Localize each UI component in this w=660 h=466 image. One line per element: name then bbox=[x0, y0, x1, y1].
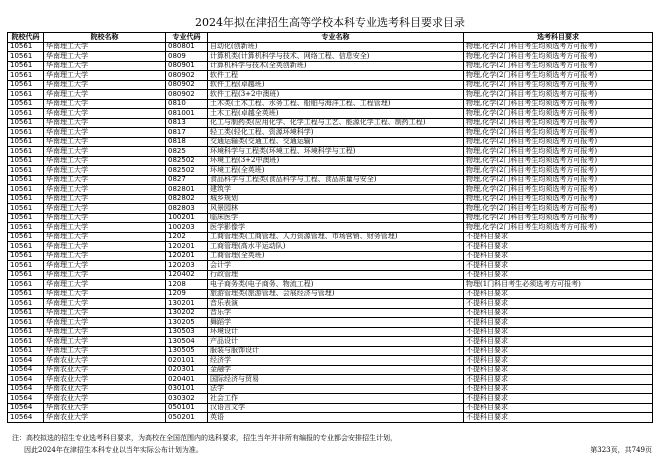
subject-requirement-cell: 物理,化学(2门科目考生均须选考方可报考) bbox=[464, 99, 653, 109]
table-row bbox=[8, 194, 653, 204]
school-name-cell: 华南理工大学 bbox=[44, 299, 166, 309]
school-code-cell: 10561 bbox=[8, 261, 44, 271]
major-code-cell: 082502 bbox=[166, 166, 208, 176]
school-name-cell: 华南农业大学 bbox=[44, 356, 166, 366]
subject-requirement-cell: 不提科目要求 bbox=[464, 327, 653, 337]
school-name-cell: 华南理工大学 bbox=[44, 261, 166, 271]
subject-requirement-cell: 物理,化学(2门科目考生均须选考方可报考) bbox=[464, 213, 653, 223]
table-row bbox=[8, 99, 653, 109]
table-row bbox=[8, 147, 653, 157]
table-row bbox=[8, 204, 653, 214]
school-code-cell: 10561 bbox=[8, 308, 44, 318]
school-code-cell: 10561 bbox=[8, 327, 44, 337]
major-name-cell: 服装与服饰设计 bbox=[208, 346, 464, 356]
major-code-cell: 0818 bbox=[166, 137, 208, 147]
major-name-cell: 环境设计 bbox=[208, 327, 464, 337]
subject-requirement-cell: 物理,化学(2门科目考生均须选考方可报考) bbox=[464, 175, 653, 185]
major-code-cell: 080801 bbox=[166, 42, 208, 52]
school-name-cell: 华南农业大学 bbox=[44, 384, 166, 394]
school-code-cell: 10561 bbox=[8, 337, 44, 347]
major-name-cell: 软件工程 bbox=[208, 71, 464, 81]
school-name-cell: 华南理工大学 bbox=[44, 185, 166, 195]
major-code-cell: 082502 bbox=[166, 156, 208, 166]
school-code-cell: 10561 bbox=[8, 232, 44, 242]
major-code-cell: 120203 bbox=[166, 261, 208, 271]
table-row bbox=[8, 175, 653, 185]
school-name-cell: 华南农业大学 bbox=[44, 394, 166, 404]
school-name-cell: 华南理工大学 bbox=[44, 280, 166, 290]
school-code-cell: 10561 bbox=[8, 128, 44, 138]
subject-requirement-cell: 物理,化学(2门科目考生均须选考方可报考) bbox=[464, 109, 653, 119]
subject-requirement-cell: 物理,化学(2门科目考生均须选考方可报考) bbox=[464, 185, 653, 195]
major-code-cell: 0827 bbox=[166, 175, 208, 185]
school-code-cell: 10561 bbox=[8, 223, 44, 233]
major-name-cell: 经济学 bbox=[208, 356, 464, 366]
school-code-cell: 10561 bbox=[8, 270, 44, 280]
school-code-cell: 10561 bbox=[8, 346, 44, 356]
school-name-cell: 华南理工大学 bbox=[44, 118, 166, 128]
subject-requirement-cell: 物理,化学(2门科目考生均须选考方可报考) bbox=[464, 128, 653, 138]
school-name-cell: 华南理工大学 bbox=[44, 337, 166, 347]
major-name-cell: 会计学 bbox=[208, 261, 464, 271]
major-code-cell: 080902 bbox=[166, 71, 208, 81]
school-name-cell: 华南理工大学 bbox=[44, 175, 166, 185]
table-row bbox=[8, 223, 653, 233]
major-name-cell: 旅游管理类(旅游管理、会展经济与管理) bbox=[208, 289, 464, 299]
subject-requirement-cell: 不提科目要求 bbox=[464, 308, 653, 318]
table-row bbox=[8, 137, 653, 147]
school-code-cell: 10561 bbox=[8, 90, 44, 100]
major-name-cell: 食品科学与工程类(食品科学与工程、食品质量与安全) bbox=[208, 175, 464, 185]
school-name-cell: 华南农业大学 bbox=[44, 403, 166, 413]
table-row bbox=[8, 318, 653, 328]
major-name-cell: 风景园林 bbox=[208, 204, 464, 214]
subject-requirement-cell: 不提科目要求 bbox=[464, 365, 653, 375]
subject-requirement-cell: 物理,化学(2门科目考生均须选考方可报考) bbox=[464, 52, 653, 62]
major-code-cell: 030101 bbox=[166, 384, 208, 394]
table-row bbox=[8, 109, 653, 119]
major-name-cell: 城乡规划 bbox=[208, 194, 464, 204]
school-code-cell: 10561 bbox=[8, 80, 44, 90]
major-code-cell: 0810 bbox=[166, 99, 208, 109]
table-row bbox=[8, 251, 653, 261]
school-name-cell: 华南理工大学 bbox=[44, 251, 166, 261]
school-code-cell: 10561 bbox=[8, 242, 44, 252]
subject-requirement-cell: 不提科目要求 bbox=[464, 337, 653, 347]
school-code-cell: 10561 bbox=[8, 166, 44, 176]
major-name-cell: 环境科学与工程类(环境工程、环境科学与工程) bbox=[208, 147, 464, 157]
table-header-row bbox=[8, 33, 653, 43]
school-code-cell: 10564 bbox=[8, 403, 44, 413]
school-name-cell: 华南理工大学 bbox=[44, 109, 166, 119]
table-row bbox=[8, 280, 653, 290]
major-name-cell: 计算机科学与技术(全英创新班) bbox=[208, 61, 464, 71]
table-body bbox=[8, 42, 653, 422]
table-row bbox=[8, 232, 653, 242]
school-name-cell: 华南理工大学 bbox=[44, 346, 166, 356]
table-row bbox=[8, 289, 653, 299]
major-name-cell: 土木工程(卓越全英班) bbox=[208, 109, 464, 119]
school-name-cell: 华南理工大学 bbox=[44, 270, 166, 280]
subject-requirement-cell: 不提科目要求 bbox=[464, 289, 653, 299]
subject-requirement-cell: 不提科目要求 bbox=[464, 403, 653, 413]
subject-requirement-cell: 不提科目要求 bbox=[464, 299, 653, 309]
major-code-cell: 050201 bbox=[166, 413, 208, 423]
table-row bbox=[8, 394, 653, 404]
school-code-cell: 10564 bbox=[8, 365, 44, 375]
subject-requirement-cell: 物理,化学(2门科目考生均须选考方可报考) bbox=[464, 156, 653, 166]
table-row bbox=[8, 71, 653, 81]
table-row bbox=[8, 261, 653, 271]
school-code-cell: 10561 bbox=[8, 175, 44, 185]
table-row bbox=[8, 403, 653, 413]
school-code-cell: 10561 bbox=[8, 204, 44, 214]
major-code-cell: 082802 bbox=[166, 194, 208, 204]
school-code-cell: 10561 bbox=[8, 147, 44, 157]
major-name-cell: 自动化(创新班) bbox=[208, 42, 464, 52]
subject-requirement-cell: 不提科目要求 bbox=[464, 251, 653, 261]
major-code-cell: 1202 bbox=[166, 232, 208, 242]
major-name-cell: 工商管理(全英班) bbox=[208, 251, 464, 261]
major-name-cell: 舞蹈学 bbox=[208, 318, 464, 328]
subject-requirement-cell: 不提科目要求 bbox=[464, 375, 653, 385]
subject-requirement-cell: 物理,化学(2门科目考生均须选考方可报考) bbox=[464, 71, 653, 81]
table-row bbox=[8, 128, 653, 138]
table-row bbox=[8, 327, 653, 337]
table-row bbox=[8, 61, 653, 71]
major-name-cell: 工商管理类(工商管理、人力资源管理、市场营销、财务管理) bbox=[208, 232, 464, 242]
school-name-cell: 华南理工大学 bbox=[44, 71, 166, 81]
subject-requirement-cell: 物理,化学(2门科目考生均须选考方可报考) bbox=[464, 166, 653, 176]
major-code-cell: 130202 bbox=[166, 308, 208, 318]
school-code-cell: 10564 bbox=[8, 413, 44, 423]
major-code-cell: 130504 bbox=[166, 337, 208, 347]
subject-requirement-cell: 物理,化学(2门科目考生均须选考方可报考) bbox=[464, 147, 653, 157]
table-row bbox=[8, 413, 653, 423]
table-row bbox=[8, 242, 653, 252]
table-row bbox=[8, 80, 653, 90]
school-name-cell: 华南农业大学 bbox=[44, 375, 166, 385]
school-name-cell: 华南理工大学 bbox=[44, 42, 166, 52]
school-code-cell: 10561 bbox=[8, 156, 44, 166]
major-code-cell: 1209 bbox=[166, 289, 208, 299]
school-code-cell: 10564 bbox=[8, 384, 44, 394]
major-name-cell: 交通运输类(交通工程、交通运输) bbox=[208, 137, 464, 147]
table-row bbox=[8, 346, 653, 356]
subject-requirement-cell: 不提科目要求 bbox=[464, 270, 653, 280]
major-name-cell: 金融学 bbox=[208, 365, 464, 375]
major-code-cell: 080902 bbox=[166, 90, 208, 100]
major-code-cell: 020101 bbox=[166, 356, 208, 366]
major-name-cell: 音乐学 bbox=[208, 308, 464, 318]
table-row bbox=[8, 270, 653, 280]
major-code-cell: 082803 bbox=[166, 204, 208, 214]
subject-requirement-cell: 物理,化学(2门科目考生均须选考方可报考) bbox=[464, 118, 653, 128]
major-name-cell: 计算机类(计算机科学与技术、网络工程、信息安全) bbox=[208, 52, 464, 62]
major-name-cell: 汉语言文学 bbox=[208, 403, 464, 413]
school-name-cell: 华南理工大学 bbox=[44, 80, 166, 90]
major-code-cell: 1208 bbox=[166, 280, 208, 290]
major-code-cell: 050101 bbox=[166, 403, 208, 413]
major-code-cell: 130503 bbox=[166, 327, 208, 337]
table-row bbox=[8, 308, 653, 318]
major-code-cell: 130205 bbox=[166, 318, 208, 328]
major-name-cell: 产品设计 bbox=[208, 337, 464, 347]
school-name-cell: 华南理工大学 bbox=[44, 318, 166, 328]
table-row bbox=[8, 375, 653, 385]
school-code-cell: 10561 bbox=[8, 42, 44, 52]
school-name-cell: 华南理工大学 bbox=[44, 99, 166, 109]
major-name-cell: 工商管理(高水平运动队) bbox=[208, 242, 464, 252]
header-major-name: 专业名称 bbox=[208, 33, 464, 43]
school-code-cell: 10561 bbox=[8, 299, 44, 309]
table-row bbox=[8, 90, 653, 100]
major-code-cell: 0809 bbox=[166, 52, 208, 62]
school-code-cell: 10564 bbox=[8, 375, 44, 385]
school-name-cell: 华南理工大学 bbox=[44, 156, 166, 166]
subject-requirement-cell: 物理,化学(2门科目考生均须选考方可报考) bbox=[464, 80, 653, 90]
school-name-cell: 华南理工大学 bbox=[44, 137, 166, 147]
footnote-line-1: 注：高校拟选的招生专业选考科目要求，为高校在全国范围内的选科要求，招生当年并非所有编报的专业都会安排招生计划， bbox=[12, 434, 397, 442]
header-school-name: 院校名称 bbox=[44, 33, 166, 43]
table-row bbox=[8, 118, 653, 128]
major-code-cell: 130505 bbox=[166, 346, 208, 356]
major-code-cell: 0813 bbox=[166, 118, 208, 128]
school-code-cell: 10564 bbox=[8, 394, 44, 404]
school-code-cell: 10561 bbox=[8, 99, 44, 109]
subject-requirement-cell: 不提科目要求 bbox=[464, 394, 653, 404]
major-name-cell: 环境工程(全英班) bbox=[208, 166, 464, 176]
major-code-cell: 0817 bbox=[166, 128, 208, 138]
page-title: 2024年拟在津招生高等学校本科专业选考科目要求目录 bbox=[195, 16, 465, 29]
school-code-cell: 10561 bbox=[8, 185, 44, 195]
major-code-cell: 030302 bbox=[166, 394, 208, 404]
major-name-cell: 法学 bbox=[208, 384, 464, 394]
table-row bbox=[8, 213, 653, 223]
major-name-cell: 轻工类(轻化工程、资源环境科学) bbox=[208, 128, 464, 138]
header-major-code: 专业代码 bbox=[166, 33, 208, 43]
page-number: 第323页，共749页 bbox=[590, 446, 652, 454]
school-code-cell: 10561 bbox=[8, 61, 44, 71]
school-code-cell: 10561 bbox=[8, 280, 44, 290]
school-code-cell: 10561 bbox=[8, 71, 44, 81]
major-name-cell: 化工与制药类(应用化学、化学工程与工艺、能源化学工程、制药工程) bbox=[208, 118, 464, 128]
school-name-cell: 华南农业大学 bbox=[44, 365, 166, 375]
subject-requirement-cell: 物理,化学(2门科目考生均须选考方可报考) bbox=[464, 194, 653, 204]
subject-requirement-cell: 物理,化学(2门科目考生均须选考方可报考) bbox=[464, 223, 653, 233]
major-name-cell: 国际经济与贸易 bbox=[208, 375, 464, 385]
requirements-table bbox=[7, 32, 653, 423]
school-name-cell: 华南理工大学 bbox=[44, 242, 166, 252]
table-row bbox=[8, 156, 653, 166]
subject-requirement-cell: 不提科目要求 bbox=[464, 242, 653, 252]
major-name-cell: 建筑学 bbox=[208, 185, 464, 195]
school-name-cell: 华南理工大学 bbox=[44, 223, 166, 233]
header-school-code: 院校代码 bbox=[8, 33, 44, 43]
major-name-cell: 软件工程(卓越班) bbox=[208, 80, 464, 90]
school-name-cell: 华南理工大学 bbox=[44, 90, 166, 100]
school-name-cell: 华南理工大学 bbox=[44, 308, 166, 318]
school-code-cell: 10561 bbox=[8, 318, 44, 328]
major-name-cell: 社会工作 bbox=[208, 394, 464, 404]
table-row bbox=[8, 52, 653, 62]
table-row bbox=[8, 166, 653, 176]
major-name-cell: 行政管理 bbox=[208, 270, 464, 280]
subject-requirement-cell: 不提科目要求 bbox=[464, 346, 653, 356]
major-code-cell: 100201 bbox=[166, 213, 208, 223]
school-code-cell: 10561 bbox=[8, 52, 44, 62]
major-name-cell: 临床医学 bbox=[208, 213, 464, 223]
school-name-cell: 华南理工大学 bbox=[44, 61, 166, 71]
school-name-cell: 华南理工大学 bbox=[44, 327, 166, 337]
subject-requirement-cell: 物理,化学(2门科目考生均须选考方可报考) bbox=[464, 61, 653, 71]
major-name-cell: 音乐表演 bbox=[208, 299, 464, 309]
school-code-cell: 10564 bbox=[8, 356, 44, 366]
school-name-cell: 华南理工大学 bbox=[44, 52, 166, 62]
major-code-cell: 082801 bbox=[166, 185, 208, 195]
subject-requirement-cell: 物理,化学(2门科目考生均须选考方可报考) bbox=[464, 90, 653, 100]
subject-requirement-cell: 不提科目要求 bbox=[464, 232, 653, 242]
subject-requirement-cell: 不提科目要求 bbox=[464, 318, 653, 328]
school-name-cell: 华南理工大学 bbox=[44, 289, 166, 299]
school-code-cell: 10561 bbox=[8, 118, 44, 128]
table-row bbox=[8, 384, 653, 394]
major-code-cell: 080901 bbox=[166, 61, 208, 71]
school-name-cell: 华南理工大学 bbox=[44, 213, 166, 223]
major-name-cell: 土木类(土木工程、水务工程、船舶与海洋工程、工程管理) bbox=[208, 99, 464, 109]
subject-requirement-cell: 不提科目要求 bbox=[464, 384, 653, 394]
major-code-cell: 120201 bbox=[166, 242, 208, 252]
major-code-cell: 080902 bbox=[166, 80, 208, 90]
subject-requirement-cell: 不提科目要求 bbox=[464, 356, 653, 366]
school-name-cell: 华南理工大学 bbox=[44, 204, 166, 214]
major-name-cell: 电子商务类(电子商务、物流工程) bbox=[208, 280, 464, 290]
table-row bbox=[8, 185, 653, 195]
major-name-cell: 医学影像学 bbox=[208, 223, 464, 233]
subject-requirement-cell: 物理,化学(2门科目考生均须选考方可报考) bbox=[464, 204, 653, 214]
major-code-cell: 120201 bbox=[166, 251, 208, 261]
major-code-cell: 020401 bbox=[166, 375, 208, 385]
school-code-cell: 10561 bbox=[8, 109, 44, 119]
school-name-cell: 华南理工大学 bbox=[44, 194, 166, 204]
school-code-cell: 10561 bbox=[8, 251, 44, 261]
table-row bbox=[8, 337, 653, 347]
table-row bbox=[8, 42, 653, 52]
table-row bbox=[8, 365, 653, 375]
major-name-cell: 环境工程(3+2中澳班) bbox=[208, 156, 464, 166]
school-code-cell: 10561 bbox=[8, 213, 44, 223]
school-name-cell: 华南农业大学 bbox=[44, 413, 166, 423]
table-row bbox=[8, 356, 653, 366]
major-name-cell: 软件工程(3+2中澳班) bbox=[208, 90, 464, 100]
major-code-cell: 020301 bbox=[166, 365, 208, 375]
major-code-cell: 130201 bbox=[166, 299, 208, 309]
table-row bbox=[8, 299, 653, 309]
school-name-cell: 华南理工大学 bbox=[44, 232, 166, 242]
major-code-cell: 120402 bbox=[166, 270, 208, 280]
subject-requirement-cell: 物理,化学(2门科目考生均须选考方可报考) bbox=[464, 42, 653, 52]
subject-requirement-cell: 物理,化学(2门科目考生均须选考方可报考) bbox=[464, 137, 653, 147]
major-name-cell: 英语 bbox=[208, 413, 464, 423]
school-name-cell: 华南理工大学 bbox=[44, 128, 166, 138]
school-name-cell: 华南理工大学 bbox=[44, 166, 166, 176]
major-code-cell: 100203 bbox=[166, 223, 208, 233]
footnote-line-2: 因此2024年在津招生本科专业以当年实际公布计划为准。 bbox=[24, 446, 203, 454]
subject-requirement-cell: 物理(1门科目考生必须选考方可报考) bbox=[464, 280, 653, 290]
school-name-cell: 华南理工大学 bbox=[44, 147, 166, 157]
subject-requirement-cell: 不提科目要求 bbox=[464, 413, 653, 423]
major-code-cell: 0825 bbox=[166, 147, 208, 157]
header-subject-requirement: 选考科目要求 bbox=[464, 33, 653, 43]
school-code-cell: 10561 bbox=[8, 194, 44, 204]
subject-requirement-cell: 不提科目要求 bbox=[464, 261, 653, 271]
school-code-cell: 10561 bbox=[8, 137, 44, 147]
major-code-cell: 081001 bbox=[166, 109, 208, 119]
school-code-cell: 10561 bbox=[8, 289, 44, 299]
